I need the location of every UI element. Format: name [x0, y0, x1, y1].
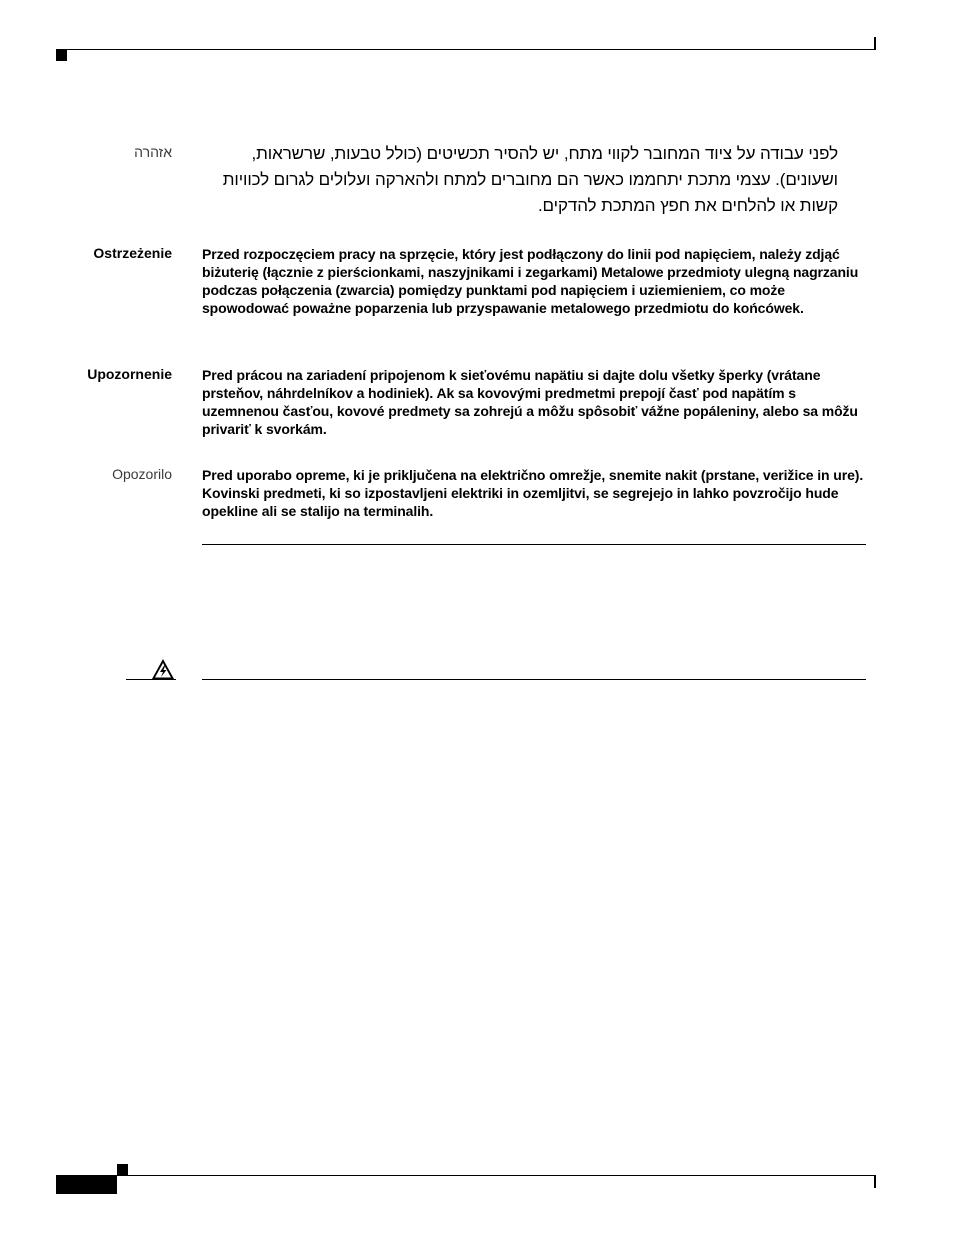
warning-label-slovak: Upozornenie	[87, 366, 172, 382]
warning-label-polish: Ostrzeżenie	[93, 245, 172, 261]
footer-rule	[56, 1175, 876, 1176]
header-marker	[56, 50, 67, 61]
header-tick	[874, 37, 876, 50]
icon-rule	[126, 679, 176, 680]
warning-label-slovenian: Opozorilo	[112, 466, 172, 482]
section-rule	[202, 544, 866, 545]
warning-text-slovenian: Pred uporabo opreme, ki je priključena na električno omrežje, snemite nakit (prstane, verižice in ure). Kovinski predmeti, ki so izpostavljeni elektriki in ozemljitvi, se segrejejo in lahko povzročijo hude opekline ali se stalijo na terminalih.	[202, 467, 864, 519]
warning-label-hebrew: אזהרה	[134, 144, 172, 160]
header-rule	[56, 49, 876, 50]
warning-rule	[202, 679, 866, 680]
warning-triangle-icon	[151, 658, 175, 680]
warning-text-hebrew: לפני עבודה על ציוד המחובר לקווי מתח, יש להסיר תכשיטים (כולל טבעות, שרשראות, ושעונים). עצמי מתכת יתחממו כאשר הם מחוברים למתח ולהארקה ועלולים לגרום לכוויות קשות או להלחים את חפץ המתכת להדקים.	[222, 144, 838, 215]
footer-marker	[117, 1164, 128, 1175]
warning-text-slovak: Pred prácou na zariadení pripojenom k sieťovému napätiu si dajte dolu všetky šperky (vrátane prsteňov, náhrdelníkov a hodiniek). Ak sa kovovými predmetmi prepojí časť pod napätím s uzemnenou časťou, kovové predmety sa zohrejú a môžu spôsobiť vážne popáleniny, alebo sa môžu privariť k svorkám.	[202, 367, 858, 437]
footer-tick	[874, 1176, 876, 1188]
warning-text-polish: Przed rozpoczęciem pracy na sprzęcie, który jest podłączony do linii pod napięciem, należy zdjąć biżuterię (łącznie z pierścionkami, naszyjnikami i zegarkami) Metalowe przedmioty ulegną nagrzaniu podczas połączenia (zwarcia) pomiędzy punktami pod napięciem i uziemieniem, co może spowodować poważne poparzenia lub przyspawanie metalowego przedmiotu do końcówek.	[202, 246, 859, 316]
footer-block	[56, 1176, 117, 1194]
